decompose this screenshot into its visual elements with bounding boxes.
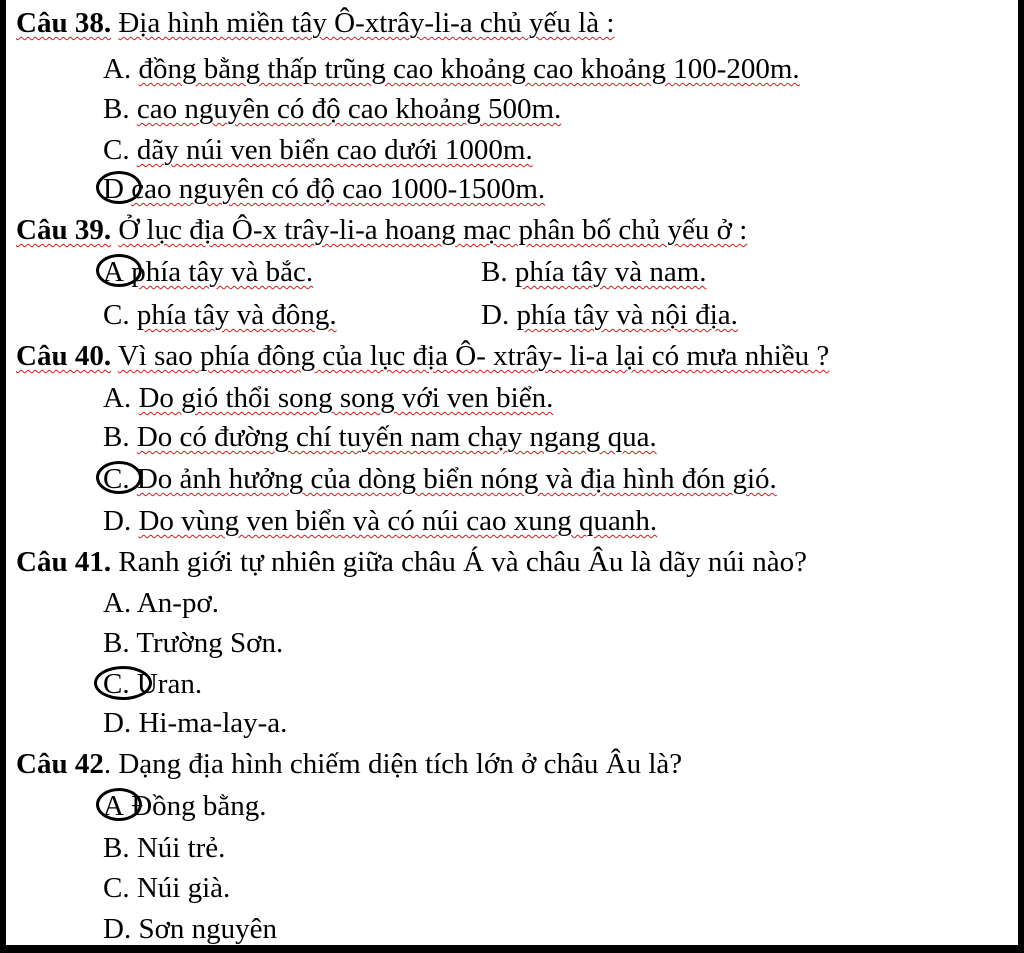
question-number: Câu 38. — [16, 7, 112, 39]
option-text: Do gió thổi song song với ven biển. — [138, 382, 554, 414]
option-text: Núi già. — [136, 872, 231, 904]
question-text: Vì sao phía đông của lục địa Ô- xtrây- li-a lại có mưa nhiều ? — [117, 340, 830, 372]
option-39-c — [103, 298, 337, 332]
question-text: . Dạng địa hình chiếm diện tích lớn ở châu Âu là? — [103, 748, 683, 780]
option-letter: D. — [103, 913, 132, 945]
option-letter: B. — [103, 421, 130, 453]
option-41-b — [103, 626, 283, 660]
option-letter: B. — [103, 627, 130, 659]
option-letter: A. — [103, 382, 132, 414]
question-42 — [16, 747, 682, 781]
option-text: phía tây và nội địa. — [516, 299, 738, 331]
option-text: Trường Sơn. — [136, 627, 284, 659]
option-text: Do ảnh hưởng của dòng biển nóng và địa hình đón gió. — [136, 463, 777, 495]
option-text: Sơn nguyên — [138, 913, 278, 945]
question-41 — [16, 545, 807, 579]
option-text: An-pơ. — [136, 587, 220, 619]
option-text: phía tây và đông. — [136, 299, 337, 331]
option-38-a — [103, 52, 800, 86]
option-text: cao nguyên có độ cao 1000-1500m. — [131, 173, 546, 205]
option-text: Uran. — [136, 668, 203, 700]
circled-answer-mark: C. — [103, 668, 130, 700]
option-38-b — [103, 92, 561, 126]
option-letter: C. — [103, 299, 130, 331]
option-letter: A. — [103, 587, 132, 619]
option-39-d — [481, 298, 738, 332]
option-letter: B. — [103, 832, 130, 864]
option-42-d — [103, 912, 277, 946]
option-letter: B. — [103, 93, 130, 125]
question-38 — [16, 6, 614, 40]
option-39-a — [103, 255, 313, 289]
option-38-d — [103, 172, 545, 206]
document-page — [6, 0, 1018, 953]
option-42-b — [103, 831, 225, 865]
option-letter: C. — [103, 872, 130, 904]
option-42-c — [103, 871, 230, 905]
option-text: dãy núi ven biển cao dưới 1000m. — [136, 134, 533, 166]
option-text: đồng bằng thấp trũng cao khoảng cao khoảng 100-200m. — [138, 53, 800, 85]
option-letter: A. — [103, 53, 132, 85]
option-41-c — [103, 667, 202, 701]
question-40 — [16, 339, 829, 373]
option-letter: D. — [481, 299, 510, 331]
option-41-d — [103, 706, 287, 740]
circled-answer-mark: A — [103, 256, 124, 288]
option-text: cao nguyên có độ cao khoảng 500m. — [136, 93, 562, 125]
option-40-d — [103, 504, 657, 538]
option-text: Hi-ma-lay-a. — [138, 707, 288, 739]
bottom-border — [0, 945, 1024, 953]
option-text: Đồng bằng. — [131, 790, 267, 822]
question-39 — [16, 213, 747, 247]
option-letter: D. — [103, 505, 132, 537]
option-42-a — [103, 789, 267, 823]
option-text: phía tây và nam. — [514, 256, 707, 288]
option-letter: D. — [103, 707, 132, 739]
question-text: Ở lục địa Ô-x trây-li-a hoang mạc phân bố chủ yếu ở : — [118, 214, 748, 246]
circled-answer-mark: D — [103, 173, 124, 205]
circled-answer-mark: C. — [103, 463, 130, 495]
option-39-b — [481, 255, 707, 289]
question-number: Câu 41. — [16, 546, 112, 578]
option-38-c — [103, 133, 533, 167]
question-text: Ranh giới tự nhiên giữa châu Á và châu Âu là dãy núi nào? — [118, 546, 807, 578]
option-40-b — [103, 420, 657, 454]
question-number: Câu 40. — [16, 340, 112, 372]
option-text: Do vùng ven biển và có núi cao xung quanh. — [138, 505, 658, 537]
option-41-a — [103, 586, 219, 620]
option-40-a — [103, 381, 553, 415]
option-text: Núi trẻ. — [136, 832, 226, 864]
option-text: Do có đường chí tuyến nam chạy ngang qua. — [136, 421, 657, 453]
option-40-c — [103, 462, 777, 496]
question-number: Câu 39. — [16, 214, 112, 246]
question-number: Câu 42 — [16, 748, 104, 780]
option-text: phía tây và bắc. — [131, 256, 314, 288]
circled-answer-mark: A — [103, 790, 124, 822]
option-letter: B. — [481, 256, 508, 288]
option-letter: C. — [103, 134, 130, 166]
question-text: Địa hình miền tây Ô-xtrây-li-a chủ yếu là : — [118, 7, 615, 39]
